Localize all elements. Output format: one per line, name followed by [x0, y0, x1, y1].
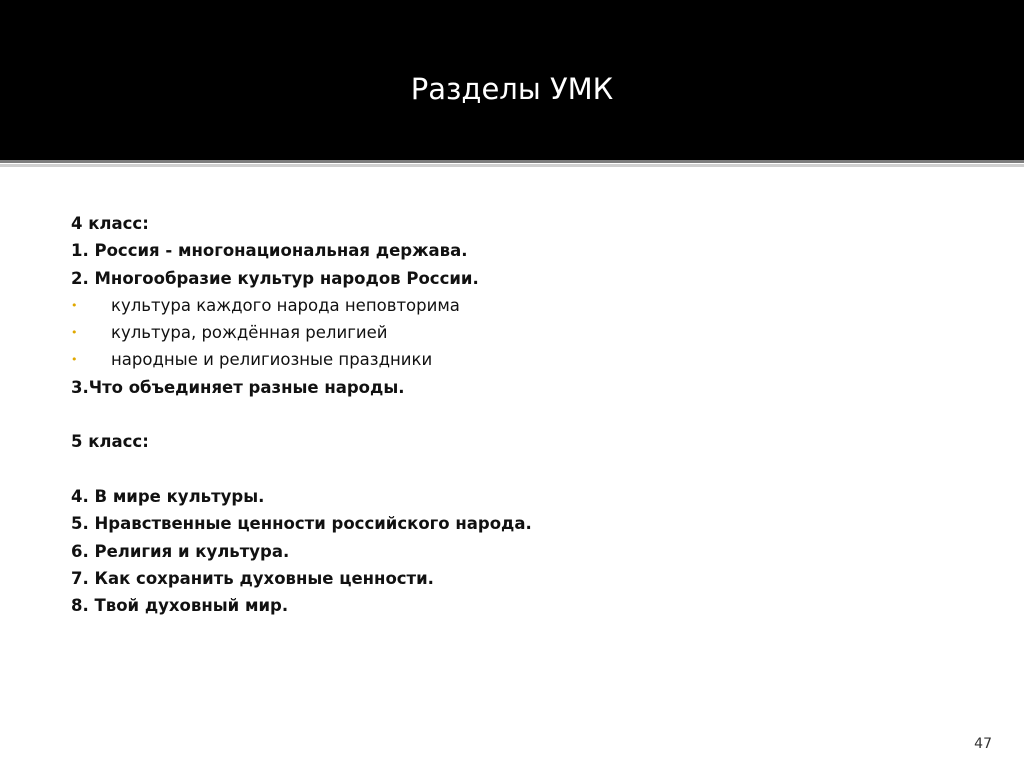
list-item: 2. Многообразие культур народов России. — [71, 268, 479, 288]
bullet-text: культура каждого народа неповторима — [111, 295, 460, 315]
divider-dark — [0, 160, 1024, 163]
slide-title: Разделы УМК — [410, 72, 614, 106]
bullet-dot-icon: • — [71, 353, 78, 367]
grade4-heading: 4 класс: — [71, 214, 149, 233]
bullet-text: народные и религиозные праздники — [111, 350, 433, 370]
list-item: 6. Религия и культура. — [71, 541, 290, 561]
list-item: 3.Что объединяет разные народы. — [71, 377, 405, 397]
grade5-heading: 5 класс: — [71, 432, 149, 452]
bullet-item — [71, 319, 971, 346]
list-item: 8. Твой духовный мир. — [71, 596, 289, 616]
bullet-dot-icon: • — [71, 298, 78, 312]
divider-light — [0, 164, 1024, 167]
slide-content — [71, 210, 971, 619]
bullet-text: культура, рождённая религией — [111, 323, 388, 343]
bullet-dot-icon: • — [71, 326, 78, 340]
bullet-item — [71, 292, 971, 319]
page-number: 47 — [974, 736, 992, 752]
list-item: 5. Нравственные ценности российского народа. — [71, 514, 532, 534]
list-item: 7. Как сохранить духовные ценности. — [71, 568, 434, 588]
list-item: 4. В мире культуры. — [71, 486, 265, 506]
list-item: 1. Россия - многонациональная держава. — [71, 241, 468, 261]
bullet-item — [71, 346, 971, 373]
title-bar — [0, 0, 1024, 160]
